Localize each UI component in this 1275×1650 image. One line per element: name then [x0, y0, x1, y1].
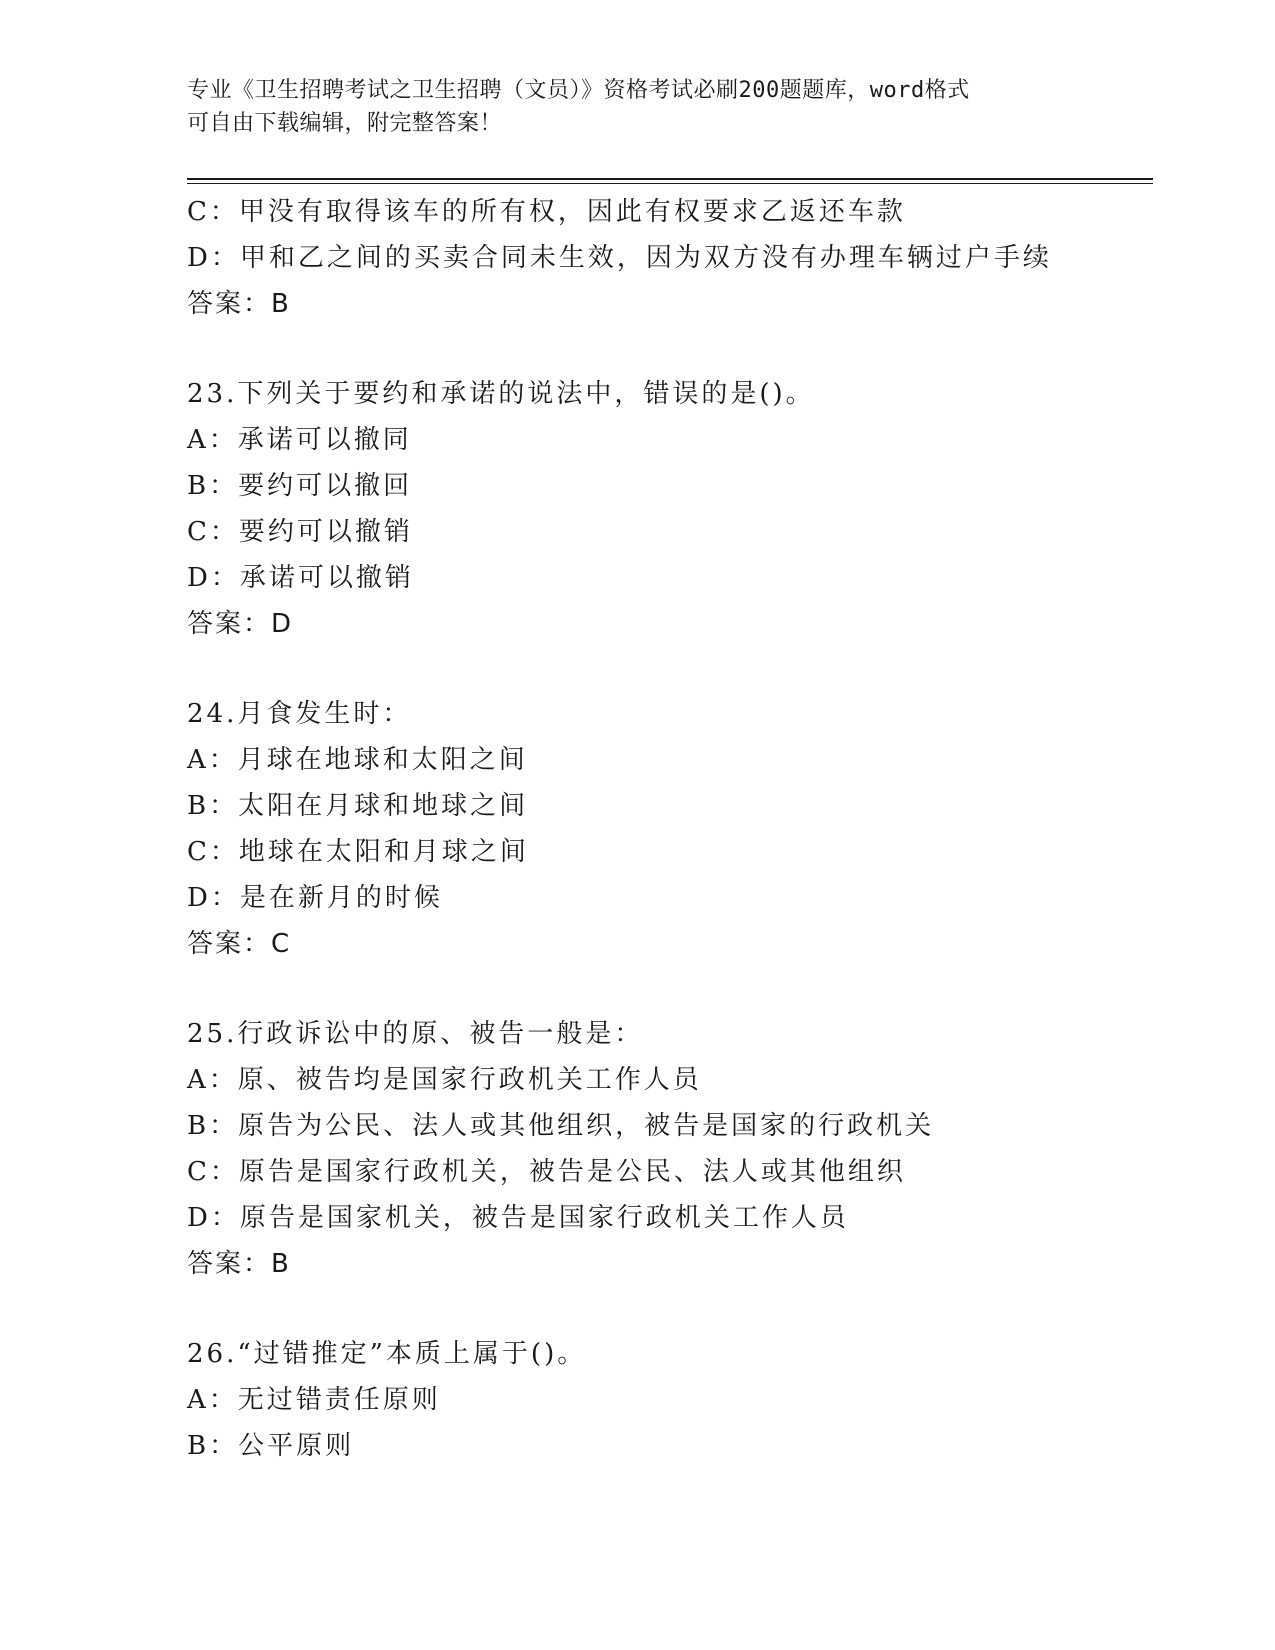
question-title: 26.“过错推定”本质上属于()。 [187, 1339, 587, 1369]
option-c: C：地球在太阳和月球之间 [187, 837, 529, 867]
option-c: C：甲没有取得该车的所有权，因此有权要求乙返还车款 [187, 197, 906, 227]
option-b: B：原告为公民、法人或其他组织，被告是国家的行政机关 [187, 1111, 935, 1141]
header-line-1: 专业《卫生招聘考试之卫生招聘（文员）》资格考试必刷200题题库，word格式 [187, 78, 970, 103]
option-a: A：原、被告均是国家行政机关工作人员 [187, 1065, 702, 1095]
spacer [187, 1287, 1153, 1331]
header-divider-thick [187, 178, 1153, 180]
option-d: D：甲和乙之间的买卖合同未生效，因为双方没有办理车辆过户手续 [187, 243, 1052, 273]
option-b: B：公平原则 [187, 1431, 355, 1461]
answer-line: 答案：D [187, 609, 294, 639]
spacer [187, 327, 1153, 371]
question-24 [187, 691, 1153, 967]
header-line-2: 可自由下载编辑，附完整答案！ [187, 111, 503, 136]
option-d: D：原告是国家机关，被告是国家行政机关工作人员 [187, 1203, 849, 1233]
spacer [187, 967, 1153, 1011]
question-title: 24.月食发生时： [187, 699, 412, 729]
option-b: B：太阳在月球和地球之间 [187, 791, 529, 821]
question-title: 23.下列关于要约和承诺的说法中，错误的是()。 [187, 379, 815, 409]
question-list [187, 189, 1153, 1469]
option-d: D：承诺可以撤销 [187, 563, 414, 593]
option-c: C：要约可以撤销 [187, 517, 413, 547]
option-a: A：承诺可以撤同 [187, 425, 412, 455]
question-23 [187, 371, 1153, 647]
question-26 [187, 1331, 1153, 1469]
option-d: D：是在新月的时候 [187, 883, 443, 913]
answer-line: 答案：B [187, 1249, 291, 1279]
question-22-continued [187, 189, 1153, 327]
question-25 [187, 1011, 1153, 1287]
option-a: A：无过错责任原则 [187, 1385, 441, 1415]
header-divider-thin [187, 183, 1153, 184]
answer-line: 答案：C [187, 929, 292, 959]
question-title: 25.行政诉讼中的原、被告一般是： [187, 1019, 644, 1049]
option-a: A：月球在地球和太阳之间 [187, 745, 528, 775]
option-c: C：原告是国家行政机关，被告是公民、法人或其他组织 [187, 1157, 906, 1187]
option-b: B：要约可以撤回 [187, 471, 413, 501]
spacer [187, 647, 1153, 691]
document-header [187, 74, 1067, 140]
answer-line: 答案：B [187, 289, 291, 319]
